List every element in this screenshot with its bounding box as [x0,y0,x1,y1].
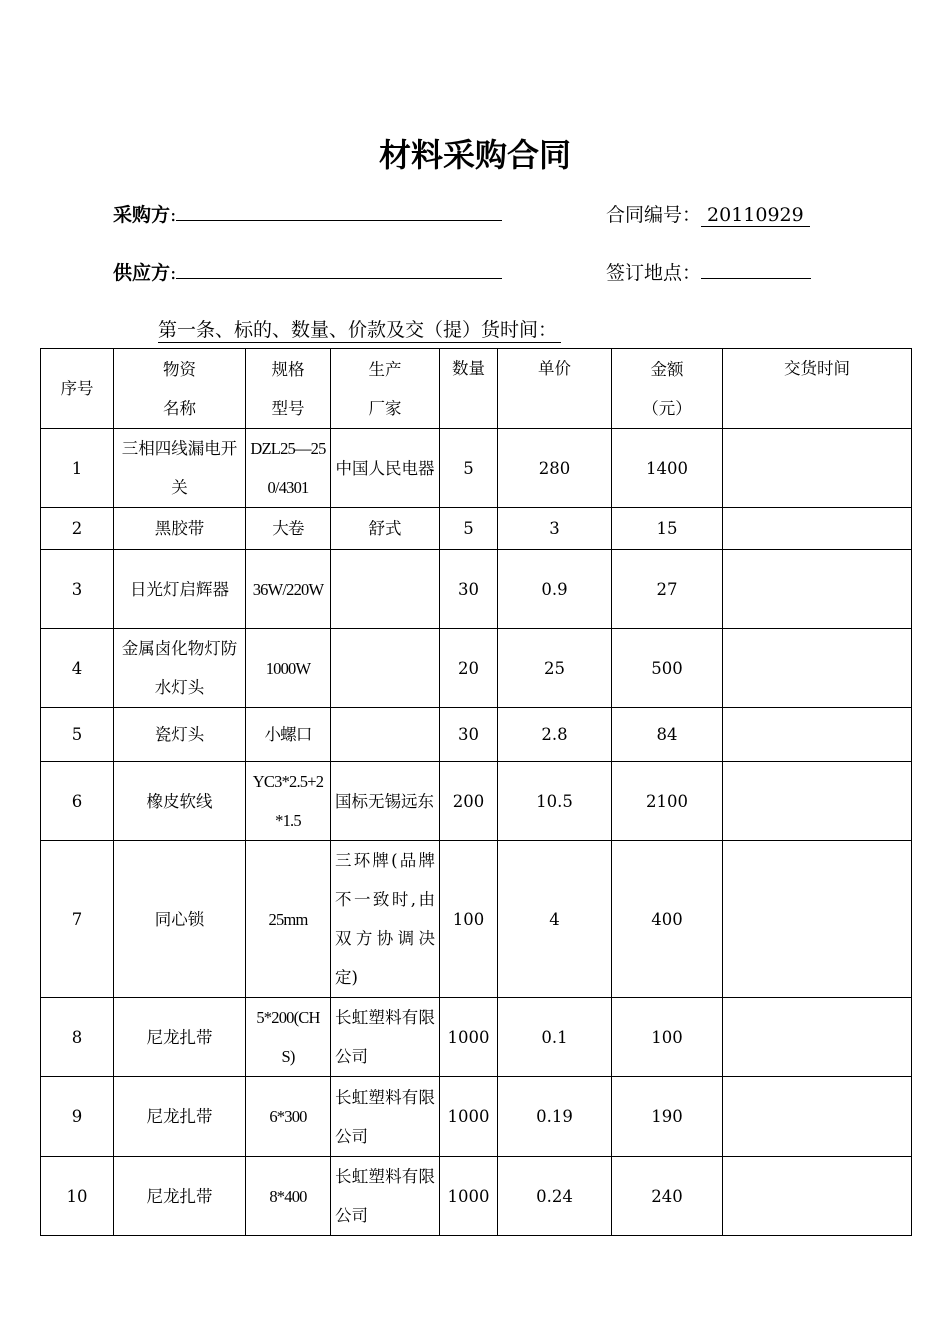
cell-amount: 84 [612,708,723,762]
cell-maker: 国标无锡远东 [331,762,440,841]
cell-amount: 400 [612,841,723,998]
cell-amount: 500 [612,629,723,708]
cell-maker [331,629,440,708]
cell-delivery[interactable] [723,708,912,762]
cell-price: 25 [498,629,612,708]
cell-delivery[interactable] [723,550,912,629]
cell-name: 金属卤化物灯防水灯头 [114,629,246,708]
header-amount-line2: （元） [642,398,692,418]
sign-place-blank-line[interactable] [701,258,811,279]
header-maker [331,349,440,429]
cell-amount: 240 [612,1157,723,1236]
cell-amount: 2100 [612,762,723,841]
cell-price: 280 [498,429,612,508]
cell-amount: 190 [612,1077,723,1157]
cell-price: 0.24 [498,1157,612,1236]
cell-maker: 长虹塑料有限公司 [331,1157,440,1236]
cell-spec: 8*400 [246,1157,331,1236]
sign-place-field [606,258,811,285]
cell-maker: 长虹塑料有限公司 [331,1077,440,1157]
contract-no-value: 20110929 [701,204,810,227]
header-spec-line1: 规格 [271,359,305,379]
cell-no: 6 [41,762,114,841]
table-header-row [41,349,912,429]
cell-qty: 30 [440,550,498,629]
header-spec-line2: 型号 [271,398,305,418]
cell-amount: 15 [612,508,723,550]
cell-price: 3 [498,508,612,550]
cell-delivery[interactable] [723,841,912,998]
cell-no: 3 [41,550,114,629]
header-spec [246,349,331,429]
cell-price: 10.5 [498,762,612,841]
cell-qty: 30 [440,708,498,762]
cell-no: 2 [41,508,114,550]
cell-spec: 36W/220W [246,550,331,629]
contract-no-label: 合同编号： [606,204,702,226]
cell-qty: 100 [440,841,498,998]
cell-no: 5 [41,708,114,762]
cell-price: 0.19 [498,1077,612,1157]
cell-maker [331,708,440,762]
cell-maker: 舒式 [331,508,440,550]
header-no: 序号 [41,349,114,429]
table-row [41,708,912,762]
cell-price: 0.1 [498,998,612,1077]
cell-spec: YC3*2.5+2*1.5 [246,762,331,841]
cell-spec: 小螺口 [246,708,331,762]
clause-one-heading: 第一条、标的、数量、价款及交（提）货时间： [158,315,561,343]
cell-spec: DZL25—250/4301 [246,429,331,508]
header-qty: 数量 [440,349,498,429]
cell-no: 8 [41,998,114,1077]
table-row [41,429,912,508]
cell-name: 橡皮软线 [114,762,246,841]
cell-delivery[interactable] [723,508,912,550]
goods-table [40,348,912,1236]
header-name [114,349,246,429]
cell-spec: 大卷 [246,508,331,550]
cell-qty: 1000 [440,1157,498,1236]
header-name-line1: 物资 [163,359,196,379]
buyer-blank-line[interactable] [176,200,502,221]
cell-qty: 200 [440,762,498,841]
cell-delivery[interactable] [723,629,912,708]
supplier-colon: : [170,262,177,284]
buyer-colon: : [170,204,177,226]
cell-delivery[interactable] [723,1077,912,1157]
table-row [41,1157,912,1236]
sign-place-label: 签订地点： [606,262,702,284]
table-row [41,762,912,841]
cell-price: 2.8 [498,708,612,762]
cell-name: 尼龙扎带 [114,1077,246,1157]
cell-no: 4 [41,629,114,708]
cell-maker: 长虹塑料有限公司 [331,998,440,1077]
cell-spec: 6*300 [246,1077,331,1157]
cell-no: 10 [41,1157,114,1236]
cell-delivery[interactable] [723,429,912,508]
cell-spec: 1000W [246,629,331,708]
cell-no: 7 [41,841,114,998]
header-maker-line1: 生产 [368,359,402,379]
cell-maker: 三环牌(品牌不一致时,由双方协调决定) [331,841,440,998]
buyer-label: 采购方 [113,204,171,226]
cell-amount: 100 [612,998,723,1077]
cell-name: 三相四线漏电开关 [114,429,246,508]
cell-price: 0.9 [498,550,612,629]
header-maker-line2: 厂家 [368,398,402,418]
table-row [41,841,912,998]
cell-amount: 1400 [612,429,723,508]
supplier-blank-line[interactable] [176,258,502,279]
header-amount [612,349,723,429]
supplier-label: 供应方 [113,262,171,284]
header-amount-line1: 金额 [650,359,684,379]
cell-qty: 5 [440,429,498,508]
cell-name: 同心锁 [114,841,246,998]
cell-no: 1 [41,429,114,508]
cell-spec: 25mm [246,841,331,998]
header-delivery: 交货时间 [723,349,912,429]
cell-maker: 中国人民电器 [331,429,440,508]
cell-name: 日光灯启辉器 [114,550,246,629]
contract-no-field [606,200,810,227]
table-row [41,998,912,1077]
buyer-field [113,200,502,227]
cell-qty: 1000 [440,1077,498,1157]
cell-delivery[interactable] [723,762,912,841]
cell-spec: 5*200(CHS) [246,998,331,1077]
cell-name: 尼龙扎带 [114,1157,246,1236]
table-row [41,550,912,629]
cell-price: 4 [498,841,612,998]
table-row [41,1077,912,1157]
cell-qty: 5 [440,508,498,550]
contract-title: 材料采购合同 [378,136,571,174]
cell-amount: 27 [612,550,723,629]
cell-name: 瓷灯头 [114,708,246,762]
cell-no: 9 [41,1077,114,1157]
header-name-line2: 名称 [163,398,196,418]
cell-qty: 1000 [440,998,498,1077]
cell-name: 黑胶带 [114,508,246,550]
header-price: 单价 [498,349,612,429]
supplier-field [113,258,502,285]
cell-maker [331,550,440,629]
cell-qty: 20 [440,629,498,708]
table-row [41,508,912,550]
cell-name: 尼龙扎带 [114,998,246,1077]
table-row [41,629,912,708]
cell-delivery[interactable] [723,998,912,1077]
cell-delivery[interactable] [723,1157,912,1236]
